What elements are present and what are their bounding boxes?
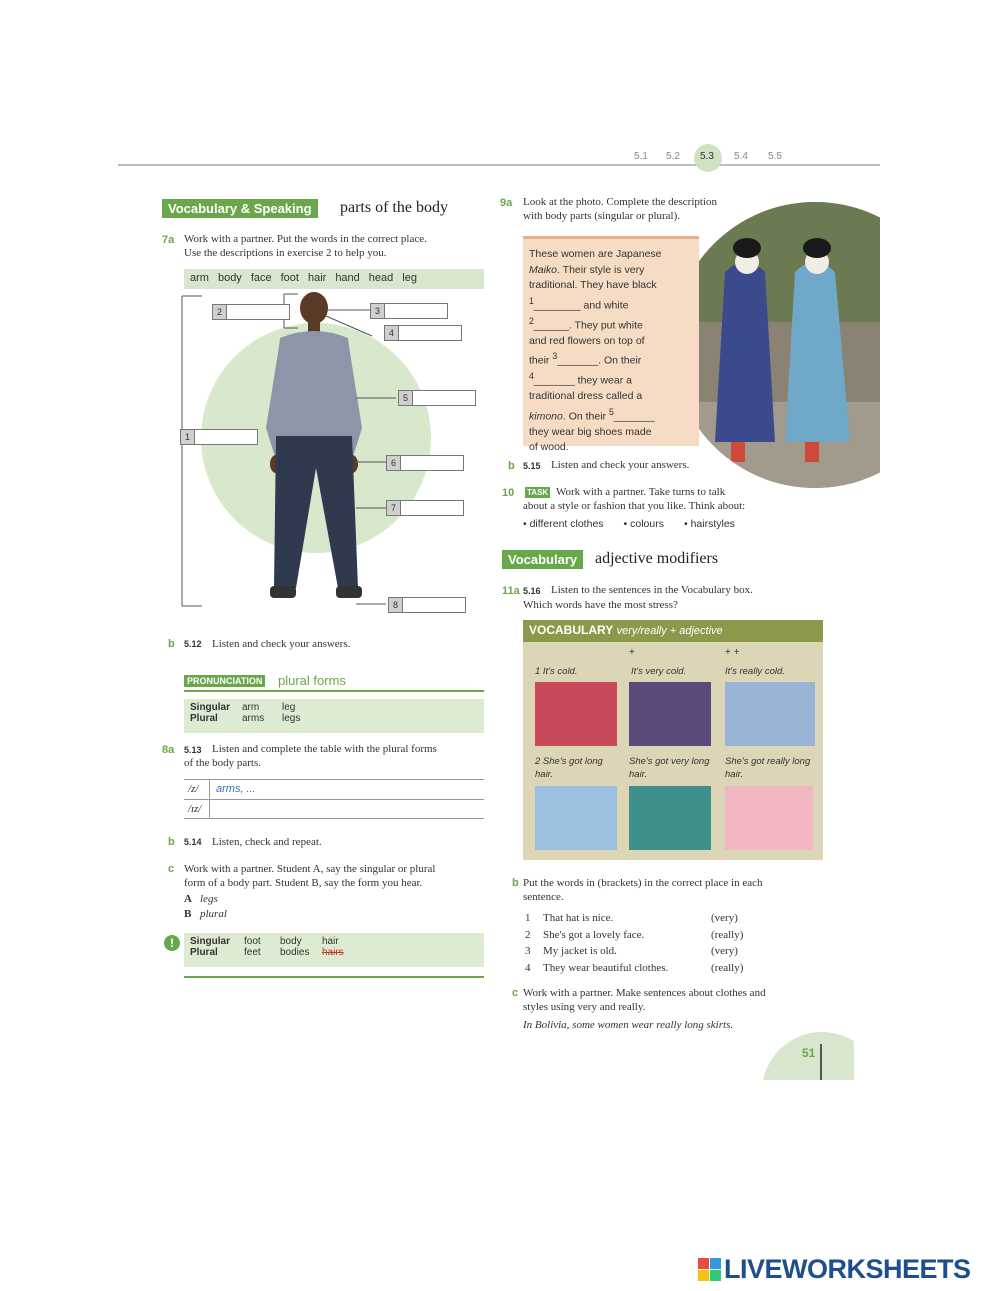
- audio-track[interactable]: 5.16: [523, 586, 541, 596]
- desc-line: These women are Japanese: [529, 248, 662, 260]
- word-bank: [184, 269, 484, 289]
- col-head: + +: [725, 647, 740, 658]
- vocab-cell: 2 She's got long hair.: [535, 756, 603, 780]
- audio-track[interactable]: 5.12: [184, 639, 202, 649]
- nav-item-active[interactable]: 5.3: [700, 151, 714, 162]
- audio-track[interactable]: 5.13: [184, 745, 202, 755]
- instruction: Work with a partner. Make sentences about clothes and: [523, 987, 766, 999]
- plural-answer-field[interactable]: [210, 800, 484, 819]
- cell: arms: [242, 713, 265, 724]
- word-chip[interactable]: head: [368, 272, 394, 284]
- instruction: sentence.: [523, 891, 564, 903]
- exercise-number: 8a: [162, 744, 175, 756]
- gap-field[interactable]: _______. On their: [557, 354, 642, 367]
- section-heading: parts of the body: [340, 199, 448, 216]
- row-head: Plural: [190, 947, 218, 958]
- cell: body: [280, 936, 302, 947]
- sentence-list: 1 That hat is nice. (very) 2 She's got a lovely face. (really) 3 My jacket is old. (very) 4 They wear beautiful clothes. (really): [525, 910, 765, 976]
- alert-icon: !: [164, 935, 180, 951]
- desc-line: traditional dress called a: [529, 390, 643, 402]
- exercise-number: b: [512, 877, 519, 889]
- instruction: with body parts (singular or plural).: [523, 210, 681, 222]
- example-text: plural: [200, 908, 227, 920]
- answer-box-1[interactable]: 1: [180, 429, 258, 445]
- instruction: Listen and complete the table with the plural forms: [212, 743, 437, 755]
- instruction: Listen and check your answers.: [551, 459, 690, 471]
- instruction: Work with a partner. Student A, say the singular or plural: [184, 863, 436, 875]
- word-chip[interactable]: leg: [402, 272, 417, 284]
- sentence: She's got a lovely face.: [543, 928, 645, 941]
- pronunciation-title: plural forms: [278, 673, 346, 688]
- desc-line: and red flowers on top of: [529, 334, 645, 347]
- gap-field[interactable]: ________ and white: [533, 299, 629, 311]
- nav-item[interactable]: 5.4: [734, 151, 748, 162]
- exercise-number: 9a: [500, 197, 513, 209]
- row-head: Singular: [190, 936, 231, 947]
- audio-track[interactable]: 5.14: [184, 837, 202, 847]
- nav-item[interactable]: 5.2: [666, 151, 680, 162]
- plural-answer-field[interactable]: arms, ...: [216, 783, 256, 795]
- exercise-number: 10: [502, 487, 515, 499]
- divider: [184, 690, 484, 692]
- plural-table: [184, 779, 484, 819]
- vocab-cell: She's got very long hair.: [629, 756, 710, 780]
- exercise-number: b: [168, 638, 175, 650]
- col-head: [523, 647, 623, 658]
- audio-track[interactable]: 5.15: [523, 461, 541, 471]
- gap-number: 5: [608, 406, 614, 417]
- page-number-badge: [762, 1032, 854, 1080]
- example-text: legs: [200, 893, 218, 905]
- section-heading: adjective modifiers: [595, 550, 719, 567]
- exercise-number: b: [168, 836, 175, 848]
- answer-box-4[interactable]: 4: [384, 325, 462, 341]
- desc-italic: kimono: [529, 410, 563, 422]
- gap-number: 4: [529, 371, 534, 381]
- long-hair-image: [535, 786, 617, 850]
- list-item: • colours: [623, 518, 664, 530]
- instruction: of the body parts.: [184, 757, 261, 769]
- divider: [184, 976, 484, 978]
- section-tag: Vocabulary & Speaking: [162, 199, 318, 218]
- word-chip[interactable]: hair: [307, 272, 327, 284]
- brand-logo-icon: [698, 1258, 722, 1282]
- word-chip[interactable]: hand: [335, 272, 360, 284]
- exercise-number: 11a: [502, 585, 520, 597]
- modifier: (very): [711, 945, 738, 957]
- vocab-box-title: VOCABULARY: [529, 623, 614, 637]
- gap-number: 2: [529, 315, 534, 326]
- desc-line: they wear big shoes made: [529, 425, 652, 438]
- cold-image: [535, 682, 617, 746]
- answer-box-6[interactable]: 6: [386, 455, 464, 471]
- instruction: about a style or fashion that you like. Think about:: [523, 500, 746, 512]
- desc-italic: Maiko: [529, 263, 558, 276]
- answer-box-5[interactable]: 5: [398, 390, 476, 406]
- vocab-box-subtitle: very/really + adjective: [616, 625, 723, 637]
- brand-logo-text: LIVEWORKSHEETS: [724, 1254, 971, 1284]
- sentence: My jacket is old.: [543, 945, 617, 957]
- instruction: Use the descriptions in exercise 2 to help you.: [184, 247, 387, 259]
- vocab-cell: It's very cold.: [631, 666, 687, 677]
- pronunciation-table: [184, 699, 484, 733]
- cell: leg: [282, 702, 296, 713]
- really-cold-image: [725, 682, 815, 746]
- student-label: A: [184, 893, 192, 905]
- word-chip[interactable]: face: [250, 272, 272, 284]
- gap-number: 3: [552, 351, 558, 361]
- sentence: They wear beautiful clothes.: [543, 961, 669, 974]
- answer-box-3[interactable]: 3: [370, 303, 448, 319]
- gap-number: 1: [529, 295, 534, 306]
- sound-symbol: /z/: [184, 780, 210, 799]
- desc-line: of wood.: [529, 441, 569, 453]
- cell: bodies: [280, 947, 310, 958]
- modifier: (very): [711, 912, 738, 924]
- vocab-cell: She's got really long hair.: [725, 756, 811, 780]
- word-chip[interactable]: arm: [190, 272, 209, 284]
- desc-line: traditional. They have black: [529, 279, 657, 291]
- instruction: Listen to the sentences in the Vocabulary box.: [551, 584, 753, 596]
- cell: arm: [242, 702, 260, 713]
- sentence: That hat is nice.: [543, 912, 614, 924]
- answer-box-8[interactable]: 8: [388, 597, 466, 613]
- cell: legs: [282, 713, 301, 724]
- list-item: • hairstyles: [683, 518, 735, 530]
- page-number: 51: [802, 1046, 816, 1060]
- instruction: Put the words in (brackets) in the correct place in each: [523, 877, 763, 889]
- pronunciation-tag: PRONUNCIATION: [184, 675, 265, 687]
- very-long-hair-image: [629, 786, 711, 850]
- exercise-number: c: [512, 987, 519, 999]
- vocabulary-box: [523, 620, 823, 860]
- task-tag: TASK: [527, 488, 549, 497]
- nav-item[interactable]: 5.5: [768, 151, 782, 162]
- description-text-box: [523, 236, 699, 453]
- instruction: Which words have the most stress?: [523, 599, 678, 611]
- example-sentence: In Bolivia, some women wear really long skirts.: [523, 1019, 734, 1031]
- irregular-plurals-table: [184, 933, 484, 967]
- desc-line: . Their style is very: [557, 263, 645, 276]
- modifier: (really): [711, 961, 744, 974]
- exercise-number: c: [168, 863, 175, 875]
- word-chip[interactable]: body: [217, 272, 242, 284]
- instruction: Listen, check and repeat.: [212, 836, 322, 848]
- gap-field[interactable]: ______. They put white: [533, 319, 643, 331]
- student-label: B: [184, 908, 192, 920]
- gap-field[interactable]: _______ they wear a: [533, 374, 632, 387]
- section-tag: Vocabulary: [502, 550, 583, 569]
- row-head: Plural: [190, 713, 218, 724]
- word-chip[interactable]: foot: [280, 272, 299, 284]
- instruction: styles using very and really.: [523, 1001, 646, 1013]
- vocab-cell: 1 It's cold.: [535, 666, 578, 677]
- desc-line: their: [529, 354, 550, 367]
- really-long-hair-image: [725, 786, 813, 850]
- vocab-cell: It's really cold.: [725, 666, 785, 677]
- exercise-number: 7a: [162, 234, 175, 246]
- crossed-out-cell: hairs: [322, 947, 344, 958]
- cell: hair: [322, 936, 339, 947]
- answer-box-7[interactable]: 7: [386, 500, 464, 516]
- very-cold-image: [629, 682, 711, 746]
- gap-field[interactable]: _______: [613, 410, 655, 422]
- nav-item[interactable]: 5.1: [634, 151, 648, 162]
- row-head: Singular: [190, 702, 231, 713]
- instruction: Work with a partner. Put the words in the correct place.: [184, 233, 427, 245]
- answer-box-2[interactable]: 2: [212, 304, 290, 320]
- instruction: Look at the photo. Complete the description: [523, 196, 717, 208]
- think-about-list: [523, 518, 735, 530]
- exercise-number: b: [508, 460, 515, 472]
- cell: feet: [244, 947, 261, 958]
- col-head: +: [629, 647, 635, 658]
- unit-nav: [626, 146, 796, 166]
- list-item: • different clothes: [523, 518, 604, 530]
- sound-symbol: /ɪz/: [184, 800, 210, 819]
- desc-line: . On their: [562, 410, 607, 422]
- cell: foot: [244, 936, 261, 947]
- instruction: Work with a partner. Take turns to talk: [556, 486, 726, 498]
- modifier: (really): [711, 928, 744, 941]
- instruction: Listen and check your answers.: [212, 638, 351, 650]
- instruction: form of a body part. Student B, say the form you hear.: [184, 877, 423, 889]
